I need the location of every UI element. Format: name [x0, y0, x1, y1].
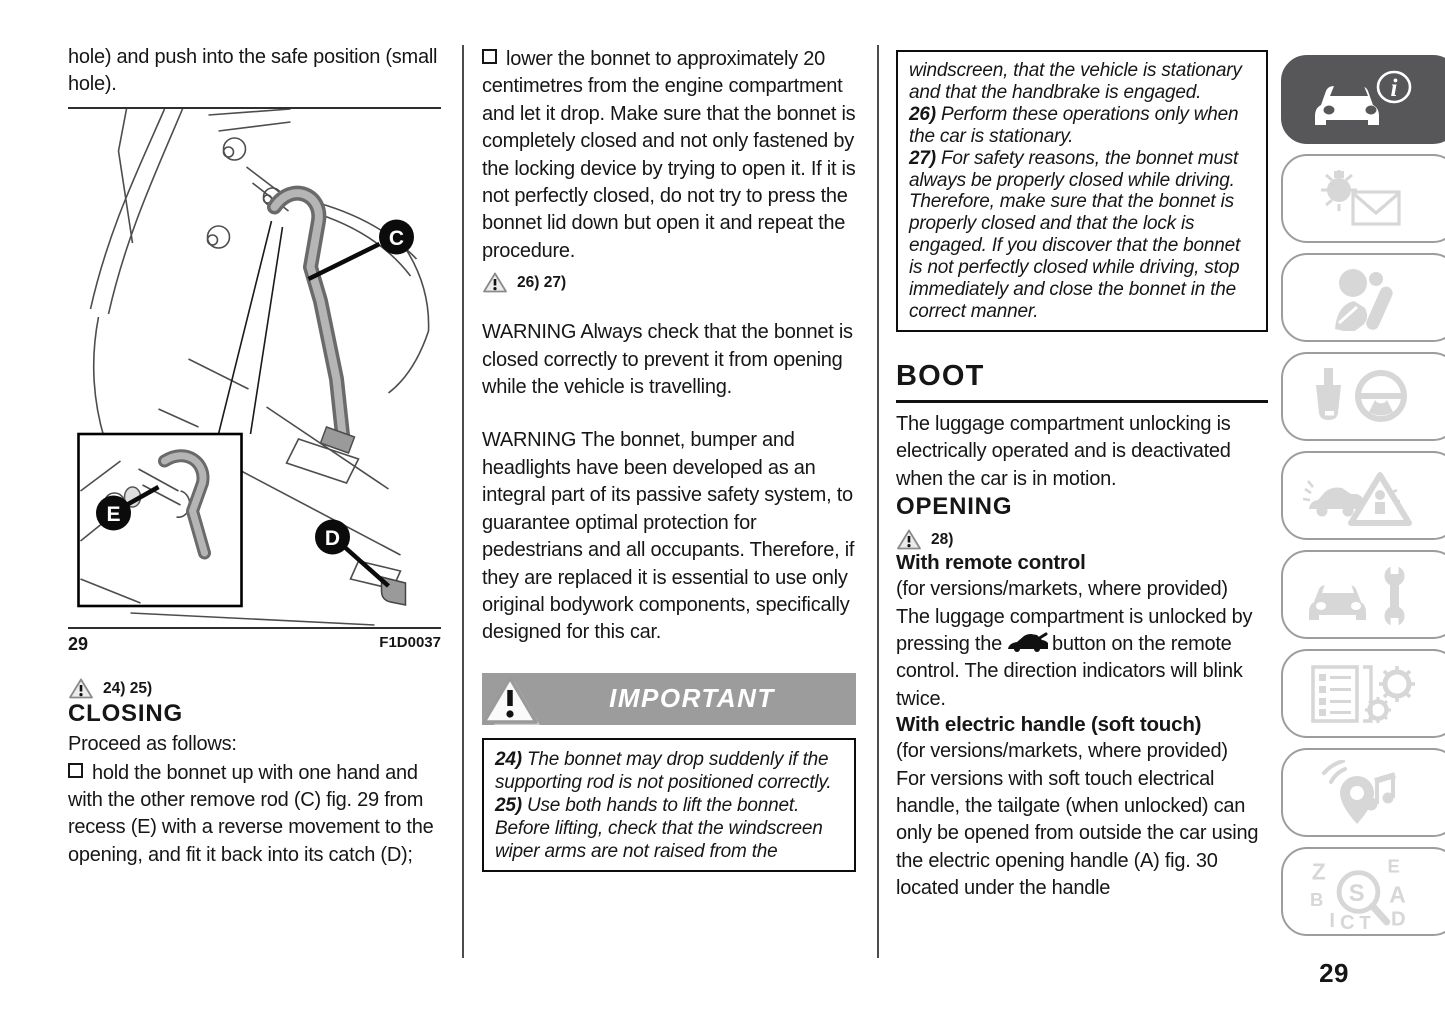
proceed-text: Proceed as follows:	[68, 733, 237, 756]
sidebar-tab-starting-driving[interactable]	[1281, 352, 1445, 441]
sidebar-tab-technical-data[interactable]	[1281, 649, 1445, 738]
boot-intro: The luggage compartment unlocking is electrically operated and is deactivated when the car is in motion.	[896, 412, 1231, 490]
column-divider-2	[877, 45, 879, 958]
warning-refs-row	[482, 271, 856, 294]
chapter-tab-sidebar	[1281, 55, 1445, 946]
warning-ref-numbers: 24) 25)	[103, 679, 153, 697]
sidebar-tab-maintenance[interactable]	[1281, 550, 1445, 639]
svg-text:Z: Z	[1311, 858, 1326, 885]
sidebar-tab-multimedia[interactable]	[1281, 748, 1445, 837]
notes-box-continued	[896, 50, 1268, 332]
figure-29	[68, 107, 441, 655]
starting-driving-icon	[1301, 364, 1423, 430]
figure-code: F1D0037	[379, 634, 441, 652]
column-2	[482, 0, 856, 872]
svg-text:i: i	[1390, 74, 1398, 102]
important-banner	[482, 673, 856, 725]
warning-ref-numbers: 26) 27)	[517, 273, 567, 291]
important-label: IMPORTANT	[609, 683, 775, 714]
opening-heading: OPENING	[896, 493, 1013, 521]
square-bullet-icon	[68, 763, 83, 778]
remote-control-paragraph: The luggage compartment is unlocked by pressing the button on the remote control. The direction indicators will blink twice.	[896, 605, 1253, 710]
closing-heading: CLOSING	[68, 700, 183, 728]
boot-release-button-icon	[1006, 632, 1048, 652]
warning-paragraph-1: WARNING Always check that the bonnet is closed correctly to prevent it from opening while the vehicle is travelling.	[482, 321, 853, 399]
bonnet-rod-illustration	[68, 109, 441, 627]
versions-note: (for versions/markets, where provided)	[896, 740, 1228, 763]
warning-refs-row	[68, 677, 441, 700]
svg-text:E: E	[1387, 855, 1400, 877]
warning-triangle-icon	[68, 677, 94, 700]
figure-number: 29	[68, 634, 89, 655]
svg-text:C: C	[1339, 911, 1355, 929]
opening-step: lower the bonnet to approximately 20 centimetres from the engine compartment and let it drop. Make sure that the bonnet is completely closed and not only fastened by the locking device by trying to open it. If it is not perfectly closed, do not try to press the bonnet lid down but open it and repeat the procedure.	[482, 48, 856, 262]
figure-callout-d: D	[324, 527, 341, 550]
sidebar-tab-vehicle-info[interactable]	[1281, 55, 1445, 144]
warning-refs-row	[896, 528, 1268, 551]
multimedia-icon	[1301, 760, 1423, 826]
emergency-icon	[1301, 463, 1423, 529]
closing-step-1: hold the bonnet up with one hand and with the other remove rod (C) fig. 29 from recess (E) with a reverse movement to the opening, and fit it back into its catch (D);	[68, 761, 434, 866]
note-25-continuation: windscreen, that the vehicle is stationary and that the handbrake is engaged.	[909, 60, 1242, 103]
svg-text:T: T	[1359, 911, 1371, 929]
svg-text:A: A	[1389, 881, 1406, 908]
svg-text:B: B	[1310, 888, 1324, 910]
electric-handle-paragraph: For versions with soft touch electrical handle, the tailgate (when unlocked) can only be opened from outside the car using the electric opening handle (A) fig. 30 located under the handle	[896, 767, 1259, 900]
maintenance-care-icon	[1301, 562, 1423, 628]
important-triangle-icon	[480, 673, 544, 733]
intro-text: hole) and push into the safe position (small hole).	[68, 46, 438, 96]
vehicle-info-icon	[1301, 67, 1423, 133]
note-24: 24) The bonnet may drop suddenly if the supporting rod is not positioned correctly.	[495, 748, 832, 793]
column-1	[68, 0, 441, 869]
notes-box	[482, 738, 856, 872]
figure-callout-e: E	[106, 503, 121, 526]
figure-callout-c: C	[388, 227, 405, 250]
note-26: 26) Perform these operations only when the car is stationary.	[909, 103, 1239, 147]
warning-paragraph-2: WARNING The bonnet, bumper and headlights have been developed as an integral part of its passive safety system, to guarantee optimal protection for pedestrians and all occupants. Therefore, if they are replaced it is essential to use only original bodywork components, specifically designed for this car.	[482, 429, 855, 644]
support-rod	[275, 193, 343, 435]
column-3	[896, 0, 1268, 903]
sidebar-tab-warning-lights[interactable]	[1281, 154, 1445, 243]
warning-lights-messages-icon	[1301, 166, 1423, 232]
square-bullet-icon	[482, 49, 497, 64]
electric-handle-heading: With electric handle (soft touch)	[896, 713, 1202, 737]
figure-bottom-rule	[68, 627, 441, 629]
note-27: 27) For safety reasons, the bonnet must always be properly closed while driving. Therefore, make sure that the bonnet is properly closed and that the lock is engaged. If you discover that the bonnet is not perfectly closed while driving, stop immediately and close the bonnet in the correct manner.	[909, 147, 1241, 322]
warning-triangle-icon	[482, 271, 508, 294]
svg-text:I: I	[1329, 909, 1336, 929]
alphabetical-index-icon	[1301, 855, 1423, 929]
svg-text:S: S	[1348, 879, 1365, 907]
sidebar-tab-index[interactable]	[1281, 847, 1445, 936]
safety-airbag-icon	[1301, 265, 1423, 331]
warning-ref-numbers: 28)	[931, 530, 954, 548]
sidebar-tab-safety[interactable]	[1281, 253, 1445, 342]
note-25: 25) Use both hands to lift the bonnet. Before lifting, check that the windscreen wiper arms are not raised from the	[495, 794, 823, 862]
technical-data-icon	[1301, 661, 1423, 727]
warning-triangle-icon	[896, 528, 922, 551]
page-number: 29	[1319, 958, 1349, 988]
column-divider-1	[462, 45, 464, 958]
svg-text:D: D	[1391, 907, 1406, 929]
boot-heading: BOOT	[896, 360, 1268, 403]
sidebar-tab-emergency[interactable]	[1281, 451, 1445, 540]
remote-control-heading: With remote control	[896, 551, 1086, 575]
versions-note: (for versions/markets, where provided)	[896, 578, 1228, 601]
